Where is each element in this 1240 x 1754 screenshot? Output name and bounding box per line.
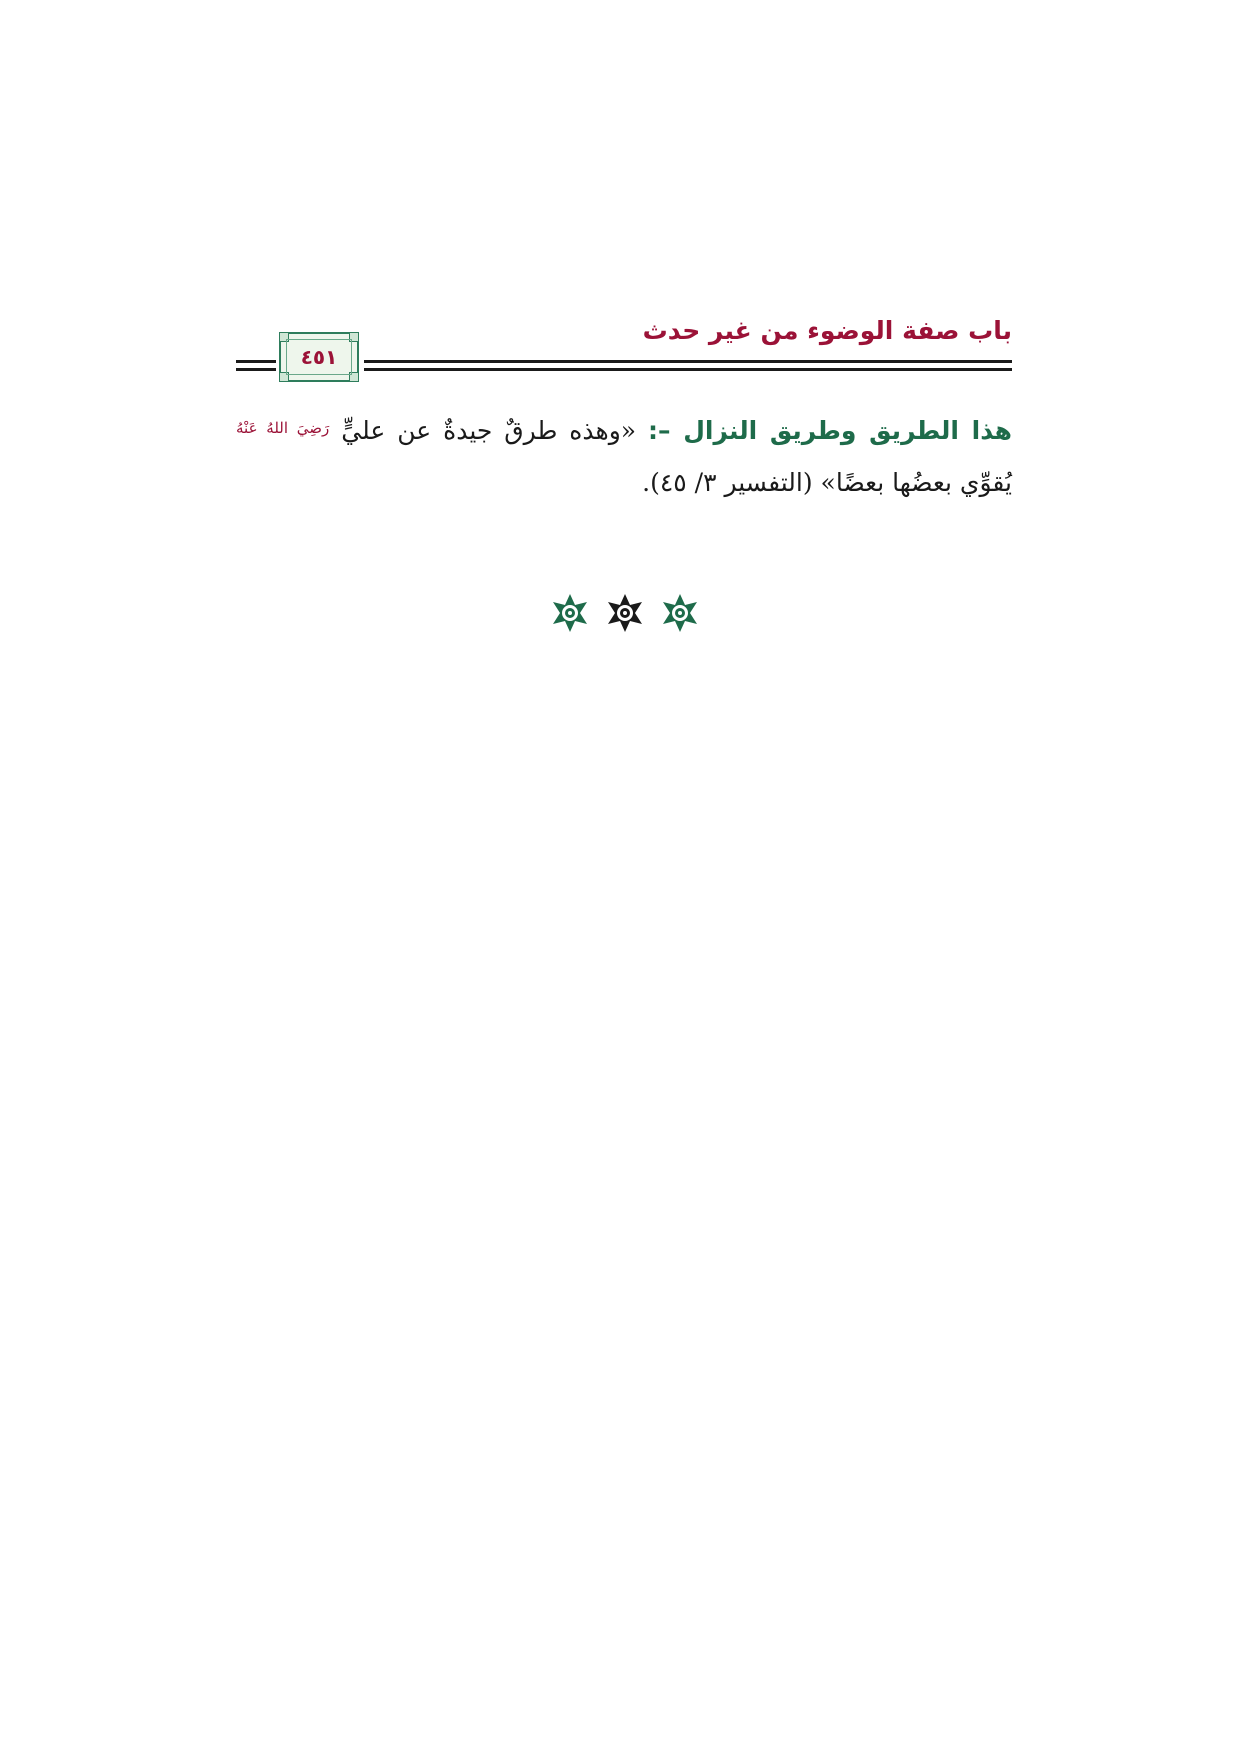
page-header xyxy=(236,318,1012,390)
page-number-frame xyxy=(279,332,359,382)
body-paragraph xyxy=(236,402,1012,509)
section-end-ornaments xyxy=(550,588,700,638)
header-rule-left-top xyxy=(236,360,276,363)
star-ornament-icon xyxy=(550,593,590,633)
honorific-phrase: رَضِيَ اللهُ عَنْهُ xyxy=(236,419,330,437)
quote-text-part-2: يُقوِّي بعضُها بعضًا» (التفسير ٣/ ٤٥). xyxy=(642,468,1012,497)
chapter-title: باب صفة الوضوء من غير حدث xyxy=(642,316,1012,345)
header-rule-left-bottom xyxy=(236,368,276,371)
star-ornament-icon xyxy=(605,593,645,633)
star-ornament-icon xyxy=(660,593,700,633)
quote-text-part-1: «وهذه طرقٌ جيدةٌ عن عليٍّ xyxy=(329,416,649,445)
header-rule-right-top xyxy=(364,360,1012,363)
lead-phrase: هذا الطريق وطريق النزال –: xyxy=(648,416,1012,445)
page-number-inner xyxy=(286,339,352,375)
page-number: ٤٥١ xyxy=(300,345,338,369)
header-rule-right-bottom xyxy=(364,368,1012,371)
